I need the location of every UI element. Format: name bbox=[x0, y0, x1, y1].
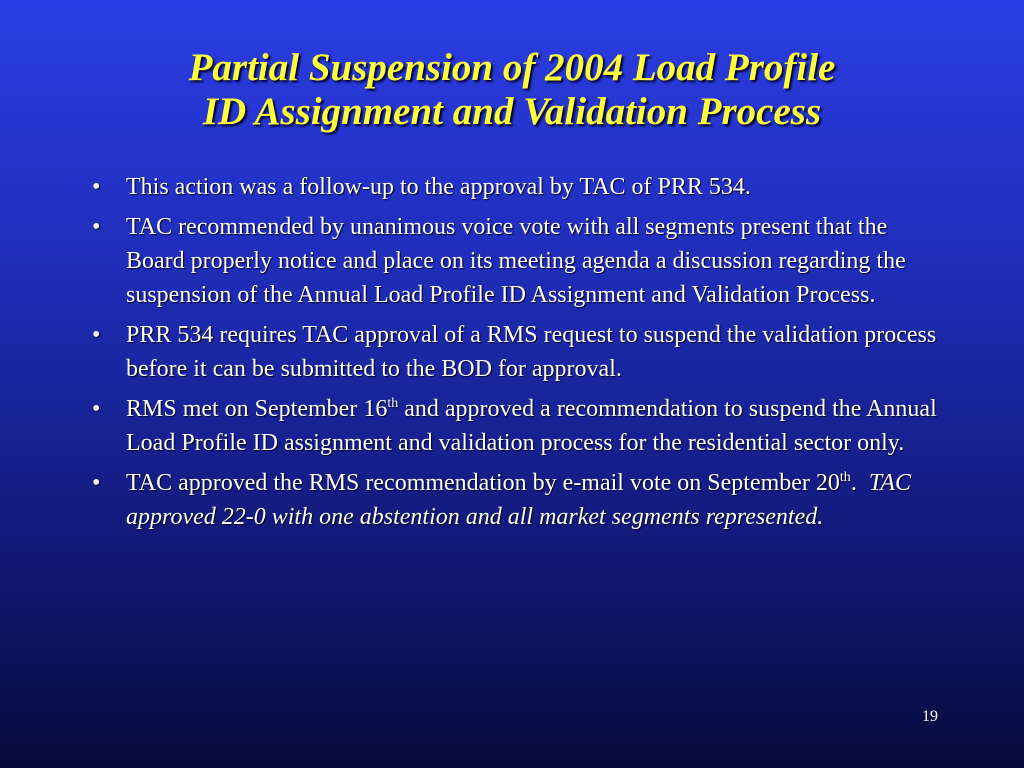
bullet-text-part-a: TAC approved the RMS recommendation by e-mail vote on September 20 bbox=[126, 470, 840, 496]
bullet-text-part-b: . bbox=[850, 470, 869, 496]
bullet-item bbox=[88, 466, 948, 534]
bullet-marker: • bbox=[92, 470, 101, 496]
bullet-text: PRR 534 requires TAC approval of a RMS request to suspend the validation process before it can be submitted to the BOD for approval. bbox=[126, 322, 937, 382]
bullet-marker: • bbox=[92, 322, 101, 348]
bullet-text: This action was a follow-up to the approval by TAC of PRR 534. bbox=[126, 174, 751, 200]
bullet-item bbox=[88, 392, 948, 460]
bullet-italic-note: TAC approved 22-0 with one abstention and all market segments represented. bbox=[126, 470, 912, 530]
bullet-list bbox=[88, 170, 948, 540]
slide-title-line-1: Partial Suspension of 2004 Load Profile bbox=[188, 46, 836, 89]
bullet-marker: • bbox=[92, 174, 101, 200]
bullet-marker: • bbox=[92, 396, 101, 422]
ordinal-suffix: th bbox=[839, 470, 851, 485]
bullet-marker: • bbox=[92, 214, 101, 240]
bullet-text-part-a: RMS met on September 16 bbox=[126, 396, 388, 422]
bullet-text: TAC recommended by unanimous voice vote with all segments present that the Board properly notice and place on its meeting agenda a discussion regarding the suspension of the Annual Load Profile ID Assignment and Validation Process. bbox=[126, 214, 906, 308]
bullet-item bbox=[88, 170, 948, 204]
page-number: 19 bbox=[922, 708, 938, 725]
slide-title bbox=[0, 46, 1024, 134]
ordinal-suffix: th bbox=[387, 396, 399, 411]
bullet-item bbox=[88, 210, 948, 312]
bullet-item bbox=[88, 318, 948, 386]
bullet-text-part-b: and approved a recommendation to suspend the Annual Load Profile ID assignment and validation process for the residential sector only. bbox=[126, 396, 937, 456]
slide-title-line-2: ID Assignment and Validation Process bbox=[202, 90, 822, 133]
